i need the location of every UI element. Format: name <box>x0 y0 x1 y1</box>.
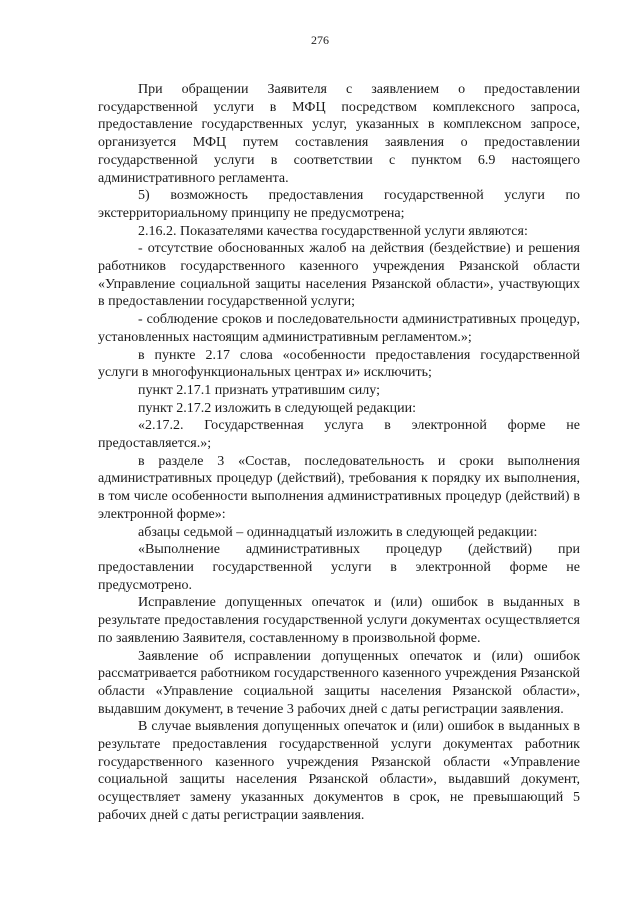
paragraph-no-complaints: - отсутствие обоснованных жалоб на действия (бездействие) и решения работников государственного казенного учреждения Рязанской области «Управление социальной защиты населения Рязанской области», участвующих в предоставлении государственной услуги; <box>98 241 580 310</box>
document-body <box>98 81 580 825</box>
paragraph-document-replacement: В случае выявления допущенных опечаток и (или) ошибок в выданных в результате предоставления государственной услуги документах работник государственного казенного учреждения Рязанской области «Управление социальной защиты населения Рязанской области», выдавший документ, осуществляет замену указанных документов в срок, не превышающий 5 рабочих дней с даты регистрации заявления. <box>98 719 580 823</box>
paragraph-extraterritorial: 5) возможность предоставления государственной услуги по экстерриториальному принципу не предусмотрена; <box>98 188 580 221</box>
page-number: 276 <box>311 33 329 47</box>
paragraph-paragraphs-7-11: абзацы седьмой – одиннадцатый изложить в следующей редакции: <box>138 524 538 540</box>
paragraph-clause-2-17: в пункте 2.17 слова «особенности предоставления государственной услуги в многофункциональных центрах и» исключить; <box>98 347 580 381</box>
paragraph-quality-indicators: 2.16.2. Показателями качества государственной услуги являются: <box>138 223 528 239</box>
paragraph-section-3: в разделе 3 «Состав, последовательность и сроки выполнения административных процедур (действий), требования к порядку их выполнения, в том числе особенности выполнения административных процедур (действий) в электронной форме»: <box>98 453 580 522</box>
paragraph-error-correction: Исправление допущенных опечаток и (или) ошибок в выданных в результате предоставления государственной услуги документах осуществляется по заявлению Заявителя, составленному в произвольной форме. <box>98 595 580 646</box>
paragraph-correction-review: Заявление об исправлении допущенных опечаток и (или) ошибок рассматривается работником государственного казенного учреждения Рязанской области «Управление социальной защиты населения Рязанской области», выдавшим документ, в течение 3 рабочих дней с даты регистрации заявления. <box>98 648 580 717</box>
paragraph-clause-2-17-1: пункт 2.17.1 признать утратившим силу; <box>138 382 380 398</box>
paragraph-deadlines: - соблюдение сроков и последовательности административных процедур, установленных настоящим административным регламентом.»; <box>98 312 580 345</box>
paragraph-mfc-complex-request: При обращении Заявителя с заявлением о предоставлении государственной услуги в МФЦ посредством комплексного запроса, предоставление государственных услуг, указанных в комплексном запросе, организуется МФЦ путем составления заявления о предоставлении государственной услуги в соответствии с пунктом 6.9 настоящего административного регламента. <box>98 82 580 186</box>
paragraph-electronic-form: «2.17.2. Государственная услуга в электронной форме не предоставляется.»; <box>98 418 580 452</box>
paragraph-no-electronic-procedures: «Выполнение административных процедур (действий) при предоставлении государственной услуги в электронной форме не предусмотрено. <box>98 542 580 593</box>
paragraph-clause-2-17-2: пункт 2.17.2 изложить в следующей редакции: <box>138 400 416 416</box>
